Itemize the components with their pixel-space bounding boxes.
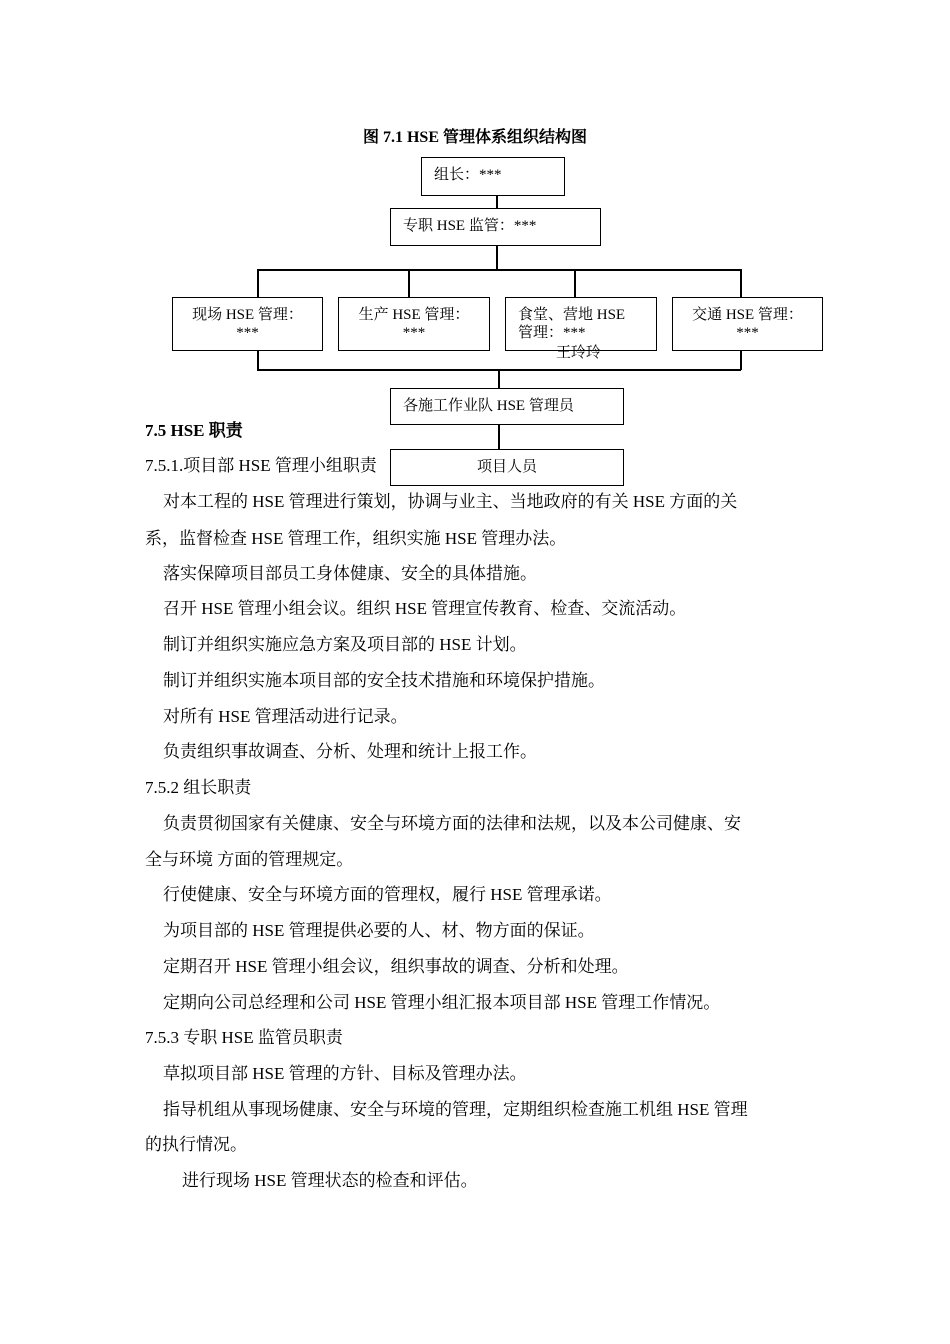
supervisor-label: 专职 HSE 监管：***: [403, 218, 537, 234]
supervisor-box: [390, 208, 601, 246]
s1-p7: 负责组织事故调查、分析、处理和统计上报工作。: [163, 742, 537, 761]
section-heading: 7.5 HSE 职责: [145, 421, 243, 440]
branch-site-line1: 现场 HSE 管理：: [192, 307, 303, 323]
staff-box: [390, 449, 624, 486]
s2-p1a: 负责贯彻国家有关健康、安全与环境方面的法律和法规，以及本公司健康、安: [163, 814, 741, 833]
s1-p6: 对所有 HSE 管理活动进行记录。: [163, 707, 408, 726]
branch-canteen-line1: 食堂、营地 HSE: [518, 307, 626, 323]
s1-p4: 制订并组织实施应急方案及项目部的 HSE 计划。: [163, 635, 527, 654]
team-admin-box: [390, 388, 624, 425]
connector-drop-2: [408, 269, 410, 298]
s2-p1b: 全与环境 方面的管理规定。: [145, 850, 354, 869]
connector-team-staff: [498, 425, 500, 450]
s3-p3: 进行现场 HSE 管理状态的检查和评估。: [182, 1171, 478, 1190]
s2-title: 7.5.2 组长职责: [145, 778, 252, 797]
branch-box-site: [172, 297, 323, 351]
branch-box-canteen: [505, 297, 657, 351]
connector-bus-team: [498, 369, 500, 389]
leader-box: [421, 157, 565, 196]
s2-p5: 定期向公司总经理和公司 HSE 管理小组汇报本项目部 HSE 管理工作情况。: [163, 993, 721, 1012]
s1-p1a: 对本工程的 HSE 管理进行策划，协调与业主、当地政府的有关 HSE 方面的关: [163, 492, 738, 511]
branch-canteen-line2: 管理：***: [518, 325, 586, 341]
branch-production-line2: ***: [402, 325, 426, 341]
s3-p2a: 指导机组从事现场健康、安全与环境的管理，定期组织检查施工机组 HSE 管理: [163, 1100, 748, 1119]
branch-box-traffic: [672, 297, 823, 351]
s1-p3: 召开 HSE 管理小组会议。组织 HSE 管理宣传教育、检查、交流活动。: [163, 599, 687, 618]
s3-p1: 草拟项目部 HSE 管理的方针、目标及管理办法。: [163, 1064, 527, 1083]
s3-p2b: 的执行情况。: [145, 1135, 247, 1154]
connector-rise-4: [740, 350, 742, 370]
branch-box-production: [338, 297, 490, 351]
s3-title: 7.5.3 专职 HSE 监管员职责: [145, 1028, 343, 1047]
s2-p4: 定期召开 HSE 管理小组会议，组织事故的调查、分析和处理。: [163, 957, 629, 976]
overlap-name: 王玲玲: [556, 345, 602, 361]
branch-traffic-line2: ***: [736, 325, 759, 341]
s2-p2: 行使健康、安全与环境方面的管理权，履行 HSE 管理承诺。: [163, 885, 612, 904]
branch-traffic-line1: 交通 HSE 管理：: [692, 307, 803, 323]
leader-label: 组长：***: [434, 167, 502, 183]
connector-supervisor-bus: [496, 245, 498, 271]
s1-p5: 制订并组织实施本项目部的安全技术措施和环境保护措施。: [163, 671, 605, 690]
staff-label: 项目人员: [476, 459, 537, 475]
connector-leader-supervisor: [496, 195, 498, 209]
connector-drop-1: [257, 269, 259, 298]
team-admin-label: 各施工作业队 HSE 管理员: [403, 398, 574, 414]
connector-rise-1: [257, 350, 259, 370]
s1-p1b: 系，监督检查 HSE 管理工作，组织实施 HSE 管理办法。: [145, 529, 567, 548]
connector-drop-3: [574, 269, 576, 298]
connector-top-bus: [257, 269, 741, 271]
branch-site-line2: ***: [236, 325, 259, 341]
s1-title: 7.5.1.项目部 HSE 管理小组职责: [145, 456, 377, 475]
connector-drop-4: [740, 269, 742, 298]
s1-p2: 落实保障项目部员工身体健康、安全的具体措施。: [163, 564, 537, 583]
s2-p3: 为项目部的 HSE 管理提供必要的人、材、物方面的保证。: [163, 921, 595, 940]
figure-caption: 图 7.1 HSE 管理体系组织结构图: [362, 129, 588, 146]
branch-production-line1: 生产 HSE 管理：: [358, 307, 470, 323]
